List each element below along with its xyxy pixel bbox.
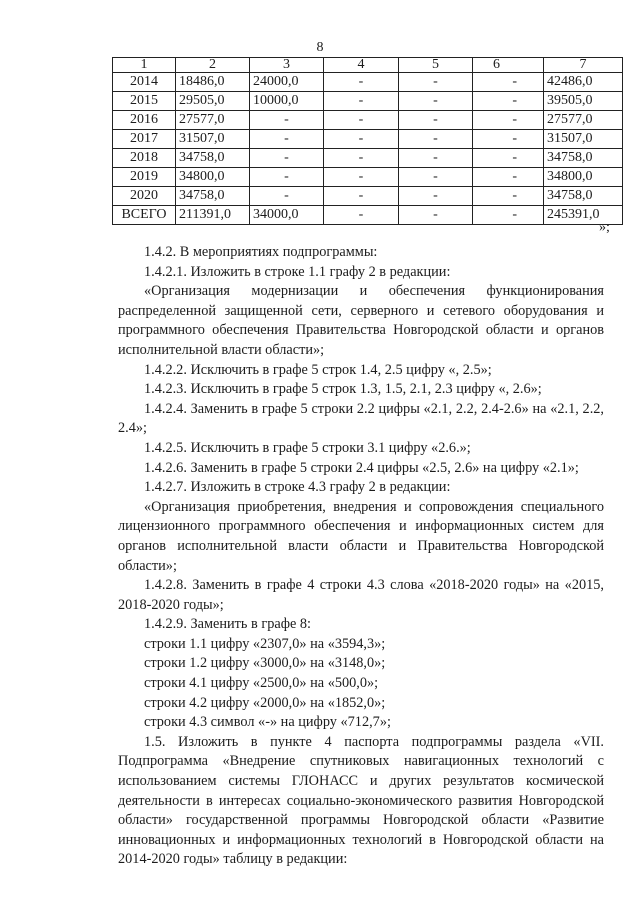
- table-cell: 2017: [113, 130, 176, 149]
- table-row: [113, 149, 623, 168]
- table-cell: 2016: [113, 111, 176, 130]
- table-cell: -: [399, 168, 473, 187]
- table-row: [113, 130, 623, 149]
- paragraph: 1.4.2.6. Заменить в графе 5 строки 2.4 цифры «2.5, 2.6» на цифру «2.1»;: [144, 459, 579, 476]
- table-cell: -: [324, 130, 399, 149]
- table-cell: 2014: [113, 73, 176, 92]
- table-row: [113, 111, 623, 130]
- header-cell: 3: [250, 58, 324, 73]
- table-cell: 18486,0: [176, 73, 250, 92]
- table-cell: -: [473, 130, 544, 149]
- paragraph: 1.4.2.4. Заменить в графе 5 строки 2.2 цифры «2.1, 2.2, 2.4-2.6» на «2.1, 2.2, 2.4»;: [118, 400, 604, 437]
- table-row: [113, 168, 623, 187]
- financing-table: [112, 57, 623, 225]
- table-cell: 34800,0: [176, 168, 250, 187]
- paragraph: 1.4.2.5. Исключить в графе 5 строки 3.1 цифру «2.6.»;: [144, 439, 471, 456]
- paragraph: 1.4.2. В мероприятиях подпрограммы:: [144, 244, 378, 260]
- paragraph: «Организация модернизации и обеспечения функционирования распределенной защищенной сети, серверного и сетевого оборудования и программного обеспечения Правительства Новгородской области и органов исполнительной власти области»;: [118, 283, 604, 358]
- table-cell: 2015: [113, 92, 176, 111]
- table-cell: 31507,0: [176, 130, 250, 149]
- table-row: [113, 187, 623, 206]
- table-cell: 2019: [113, 168, 176, 187]
- table-cell: -: [473, 73, 544, 92]
- header-cell: 2: [176, 58, 250, 73]
- table-cell: -: [473, 149, 544, 168]
- table-total-row: [113, 206, 623, 225]
- table-cell: 42486,0: [544, 73, 623, 92]
- table-cell: -: [473, 187, 544, 206]
- table-cell: 27577,0: [544, 111, 623, 130]
- paragraph: строки 4.1 цифру «2500,0» на «500,0»;: [144, 675, 379, 692]
- table-cell: -: [250, 111, 324, 130]
- paragraph: 1.4.2.8. Заменить в графе 4 строки 4.3 слова «2018-2020 годы» на «2015, 2018-2020 годы»;: [118, 577, 604, 613]
- table-cell: -: [250, 187, 324, 206]
- table-cell: -: [399, 130, 473, 149]
- table-cell: -: [324, 111, 399, 130]
- table-cell: -: [399, 92, 473, 111]
- table-cell: 27577,0: [176, 111, 250, 130]
- table-cell: -: [473, 111, 544, 130]
- table-cell: 34758,0: [544, 187, 623, 206]
- header-cell: 6: [473, 58, 544, 73]
- table-cell: -: [250, 149, 324, 168]
- table-cell: 245391,0: [544, 206, 623, 225]
- table-cell: -: [250, 168, 324, 187]
- table-closing-quote: »;: [599, 220, 610, 235]
- paragraph: «Организация приобретения, внедрения и сопровождения специального лицензионного программного обеспечения и информационных систем для органов исполнительной власти области и Правительства Новгородской области»;: [118, 498, 604, 574]
- table-cell: -: [324, 92, 399, 111]
- paragraph: строки 1.1 цифру «2307,0» на «3594,3»;: [144, 635, 386, 652]
- paragraph: строки 1.2 цифру «3000,0» на «3148,0»;: [144, 655, 386, 672]
- table-cell: -: [399, 111, 473, 130]
- table-cell: 29505,0: [176, 92, 250, 111]
- table-cell: -: [399, 73, 473, 92]
- table-cell: 211391,0: [176, 206, 250, 225]
- table-cell: -: [473, 92, 544, 111]
- header-cell: 1: [113, 58, 176, 73]
- table-cell: -: [473, 206, 544, 225]
- table-cell: 2018: [113, 149, 176, 168]
- table-cell: 39505,0: [544, 92, 623, 111]
- table-cell: -: [324, 149, 399, 168]
- table-cell: 34000,0: [250, 206, 324, 225]
- table-cell: -: [399, 187, 473, 206]
- paragraph: 1.4.2.2. Исключить в графе 5 строк 1.4, 2.5 цифру «, 2.5»;: [144, 361, 492, 378]
- table-cell: ВСЕГО: [113, 206, 176, 225]
- table-cell: 34758,0: [176, 149, 250, 168]
- header-cell: 7: [544, 58, 623, 73]
- table-cell: -: [324, 206, 399, 225]
- table-cell: 2020: [113, 187, 176, 206]
- table-cell: 10000,0: [250, 92, 324, 111]
- table-cell: -: [399, 149, 473, 168]
- table-cell: 34800,0: [544, 168, 623, 187]
- paragraph: 1.5. Изложить в пункте 4 паспорта подпрограммы раздела «VII. Подпрограмма «Внедрение спутниковых навигационных технологий с использованием системы ГЛОНАСС и других результатов космической деятельности в интересах социально-экономического развития Новгородской области» государственной программы Новгородской области «Развитие инновационных и информационных технологий в Новгородской области на 2014-2020 годы» таблицу в редакции:: [118, 733, 604, 868]
- table-row: [113, 73, 623, 92]
- table-cell: -: [473, 168, 544, 187]
- document-body: [118, 243, 604, 870]
- table-cell: -: [250, 130, 324, 149]
- paragraph: 1.4.2.9. Заменить в графе 8:: [144, 616, 311, 633]
- paragraph: строки 4.3 символ «-» на цифру «712,7»;: [144, 714, 391, 731]
- table-cell: -: [399, 206, 473, 225]
- table-cell: 34758,0: [544, 149, 623, 168]
- table-cell: 24000,0: [250, 73, 324, 92]
- paragraph: строки 4.2 цифру «2000,0» на «1852,0»;: [144, 694, 386, 711]
- table-row: [113, 92, 623, 111]
- table-header-row: [113, 58, 623, 73]
- page-number: 8: [316, 40, 324, 55]
- paragraph: 1.4.2.3. Исключить в графе 5 строк 1.3, 1.5, 2.1, 2.3 цифру «, 2.6»;: [144, 381, 542, 398]
- header-cell: 4: [324, 58, 399, 73]
- paragraph: 1.4.2.7. Изложить в строке 4.3 графу 2 в редакции:: [144, 479, 451, 496]
- table-cell: 34758,0: [176, 187, 250, 206]
- table-cell: 31507,0: [544, 130, 623, 149]
- table-cell: -: [324, 187, 399, 206]
- table-cell: -: [324, 73, 399, 92]
- table-cell: -: [324, 168, 399, 187]
- header-cell: 5: [399, 58, 473, 73]
- paragraph: 1.4.2.1. Изложить в строке 1.1 графу 2 в редакции:: [144, 263, 451, 280]
